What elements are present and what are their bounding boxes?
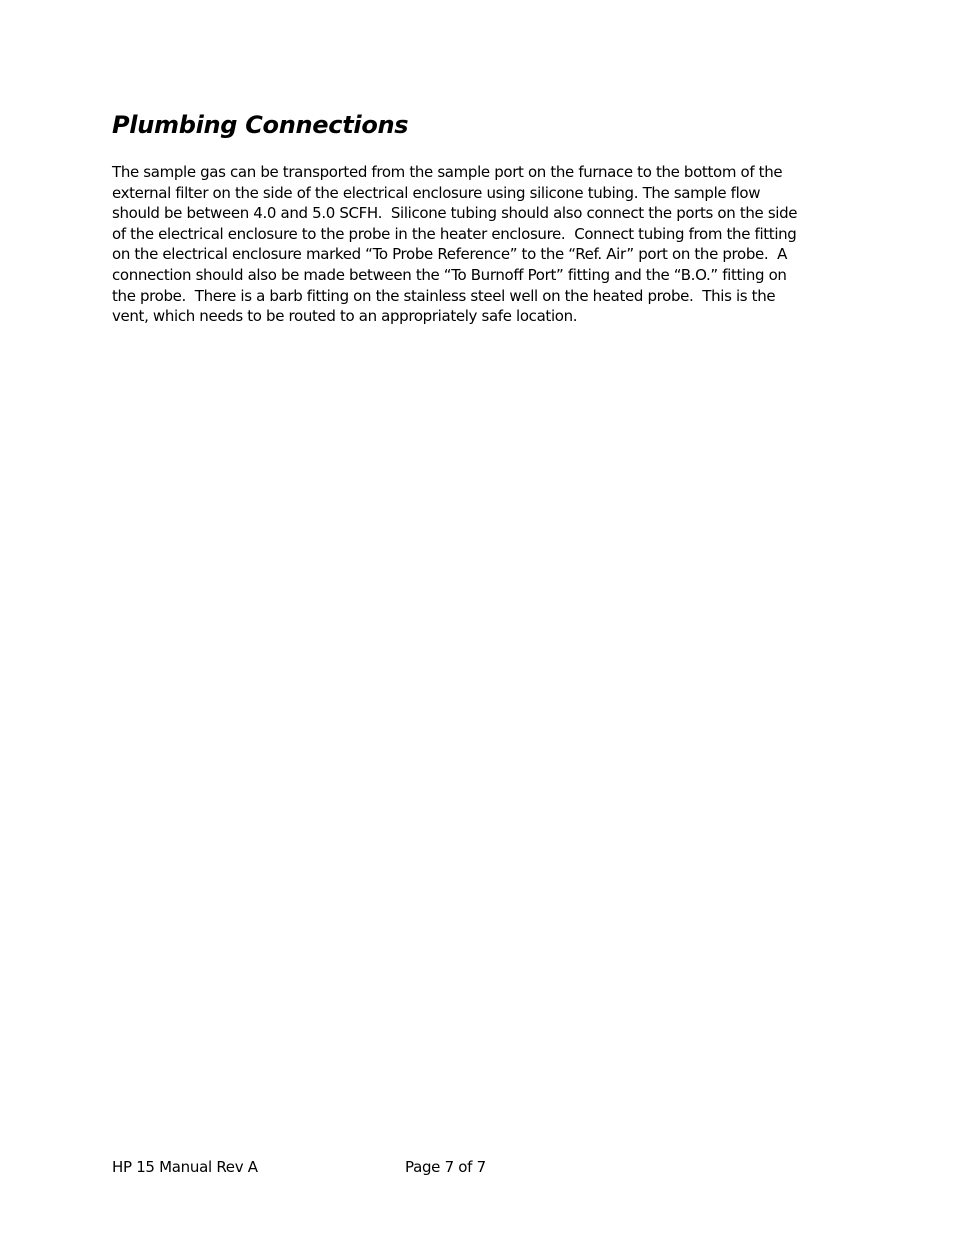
paragraph-line: external filter on the side of the electrical enclosure using silicone tubing. The sample flow [112,183,761,202]
section-heading: Plumbing Connections [112,111,409,139]
footer-page-number: Page 7 of 7 [405,1158,486,1176]
footer-document-title: HP 15 Manual Rev A [112,1158,258,1176]
paragraph-line: connection should also be made between the “To Burnoff Port” fitting and the “B.O.” fitting on [112,265,787,284]
paragraph-line: the probe. There is a barb fitting on the stainless steel well on the heated probe. This is the [112,286,776,305]
paragraph-line: should be between 4.0 and 5.0 SCFH. Silicone tubing should also connect the ports on the side [112,204,798,223]
paragraph-line: vent, which needs to be routed to an appropriately safe location. [112,307,578,326]
body-paragraph [112,162,797,327]
paragraph-line: The sample gas can be transported from the sample port on the furnace to the bottom of the [112,163,783,181]
paragraph-line: on the electrical enclosure marked “To Probe Reference” to the “Ref. Air” port on the probe. A [112,245,788,264]
paragraph-line: of the electrical enclosure to the probe in the heater enclosure. Connect tubing from the fitting [112,224,797,243]
